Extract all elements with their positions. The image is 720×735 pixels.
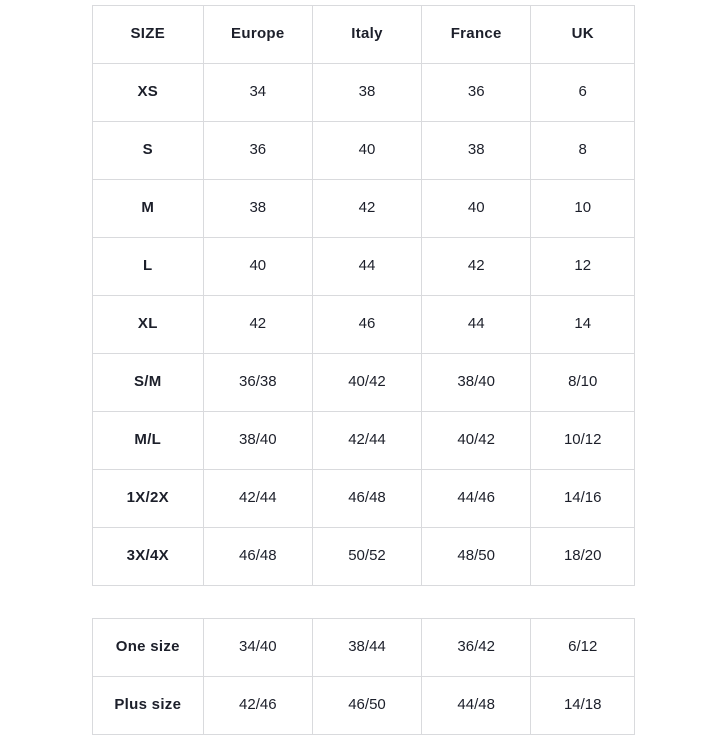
row-label-one-size: One size [93,619,204,677]
cell-uk: 14/16 [531,470,635,528]
cell-uk: 10/12 [531,412,635,470]
table-header-row [93,6,635,64]
cell-uk: 14 [531,296,635,354]
cell-europe: 46/48 [203,528,312,586]
row-label: S [93,122,204,180]
table-row [93,238,635,296]
cell-uk: 6/12 [531,619,635,677]
cell-europe: 38/40 [203,412,312,470]
cell-uk: 8 [531,122,635,180]
cell-uk: 6 [531,64,635,122]
cell-france: 36/42 [421,619,530,677]
cell-europe: 36/38 [203,354,312,412]
cell-uk: 10 [531,180,635,238]
column-header-europe: Europe [203,6,312,64]
table-row [93,619,635,677]
row-label: 1X/2X [93,470,204,528]
column-header-italy: Italy [313,6,422,64]
cell-europe: 34/40 [203,619,312,677]
cell-europe: 38 [203,180,312,238]
table-row [93,470,635,528]
cell-france: 44/46 [421,470,530,528]
cell-france: 40/42 [421,412,530,470]
cell-france: 44 [421,296,530,354]
cell-europe: 42/44 [203,470,312,528]
table-row [93,528,635,586]
table-row [93,64,635,122]
cell-italy: 38/44 [313,619,422,677]
cell-europe: 42 [203,296,312,354]
cell-italy: 44 [313,238,422,296]
table-row [93,354,635,412]
cell-france: 38 [421,122,530,180]
table-row [93,122,635,180]
cell-france: 36 [421,64,530,122]
cell-italy: 50/52 [313,528,422,586]
row-label: M/L [93,412,204,470]
cell-italy: 38 [313,64,422,122]
row-label: M [93,180,204,238]
cell-france: 40 [421,180,530,238]
cell-italy: 42 [313,180,422,238]
row-label: XL [93,296,204,354]
one-size-plus-size-table [92,618,635,735]
table-row [93,677,635,735]
cell-uk: 8/10 [531,354,635,412]
row-label: S/M [93,354,204,412]
cell-europe: 42/46 [203,677,312,735]
column-header-uk: UK [531,6,635,64]
cell-france: 38/40 [421,354,530,412]
row-label: L [93,238,204,296]
cell-europe: 36 [203,122,312,180]
row-label: XS [93,64,204,122]
cell-france: 48/50 [421,528,530,586]
table-gap [92,586,635,618]
table-row [93,296,635,354]
cell-europe: 40 [203,238,312,296]
column-header-size: SIZE [93,6,204,64]
cell-italy: 40 [313,122,422,180]
size-conversion-table [92,5,635,586]
cell-france: 42 [421,238,530,296]
cell-italy: 40/42 [313,354,422,412]
cell-italy: 42/44 [313,412,422,470]
cell-uk: 14/18 [531,677,635,735]
column-header-france: France [421,6,530,64]
cell-france: 44/48 [421,677,530,735]
cell-europe: 34 [203,64,312,122]
cell-uk: 12 [531,238,635,296]
cell-italy: 46 [313,296,422,354]
row-label: 3X/4X [93,528,204,586]
cell-italy: 46/50 [313,677,422,735]
row-label-plus-size: Plus size [93,677,204,735]
table-row [93,412,635,470]
table-row [93,180,635,238]
cell-italy: 46/48 [313,470,422,528]
cell-uk: 18/20 [531,528,635,586]
